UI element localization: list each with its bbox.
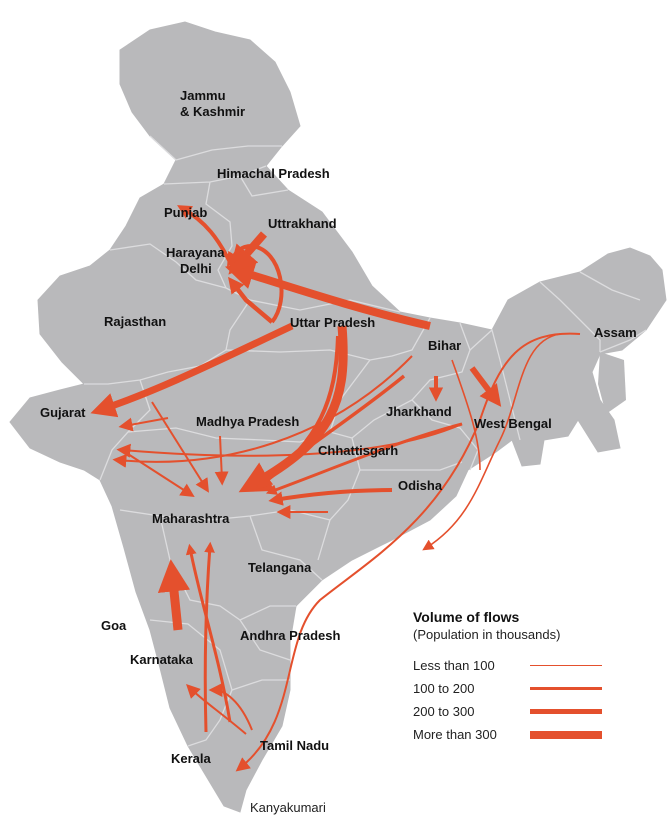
label-jharkhand: Jharkhand [386,404,452,419]
legend-label: Less than 100 [413,658,495,673]
label-gujarat: Gujarat [40,405,86,420]
label-harayana: Harayana [166,245,225,260]
legend-row-more-300 [413,723,663,746]
label-uttar-pradesh: Uttar Pradesh [290,315,376,330]
label-andhra-pradesh: Andhra Pradesh [240,628,341,643]
label-uttrakhand: Uttrakhand [268,216,337,231]
flow-karnataka-north [172,572,178,630]
label-assam: Assam [594,325,637,340]
label-himachal-pradesh: Himachal Pradesh [217,166,330,181]
label-kerala: Kerala [171,751,211,766]
label-bihar: Bihar [428,338,462,353]
label-chhattisgarh: Chhattisgarh [318,443,399,458]
legend-row-less-100 [413,654,663,677]
label-odisha: Odisha [398,478,443,493]
label-maharashtra: Maharashtra [152,511,230,526]
legend [413,608,663,746]
legend-swatch-thick [530,709,602,714]
legend-row-200-300 [413,700,663,723]
label-delhi: Delhi [180,261,212,276]
label-tamil-nadu: Tamil Nadu [260,738,330,753]
legend-title: Volume of flows [413,609,520,625]
label-west-bengal: West Bengal [474,416,552,431]
label-goa: Goa [101,618,127,633]
legend-swatch-very-thick [530,731,602,739]
label-rajasthan: Rajasthan [104,314,167,329]
label-kashmir: & Kashmir [180,104,246,119]
label-telangana: Telangana [248,560,312,575]
legend-swatch-medium [530,687,602,690]
legend-label: 200 to 300 [413,704,475,719]
legend-label: More than 300 [413,727,497,742]
label-punjab: Punjab [164,205,208,220]
label-karnataka: Karnataka [130,652,193,667]
legend-row-100-200 [413,677,663,700]
label-kanyakumari: Kanyakumari [250,800,326,815]
legend-label: 100 to 200 [413,681,475,696]
legend-swatch-thin [530,665,602,667]
label-madhya-pradesh: Madhya Pradesh [196,414,300,429]
label-jammu: Jammu [180,88,226,103]
legend-subtitle: (Population in thousands) [413,627,561,642]
